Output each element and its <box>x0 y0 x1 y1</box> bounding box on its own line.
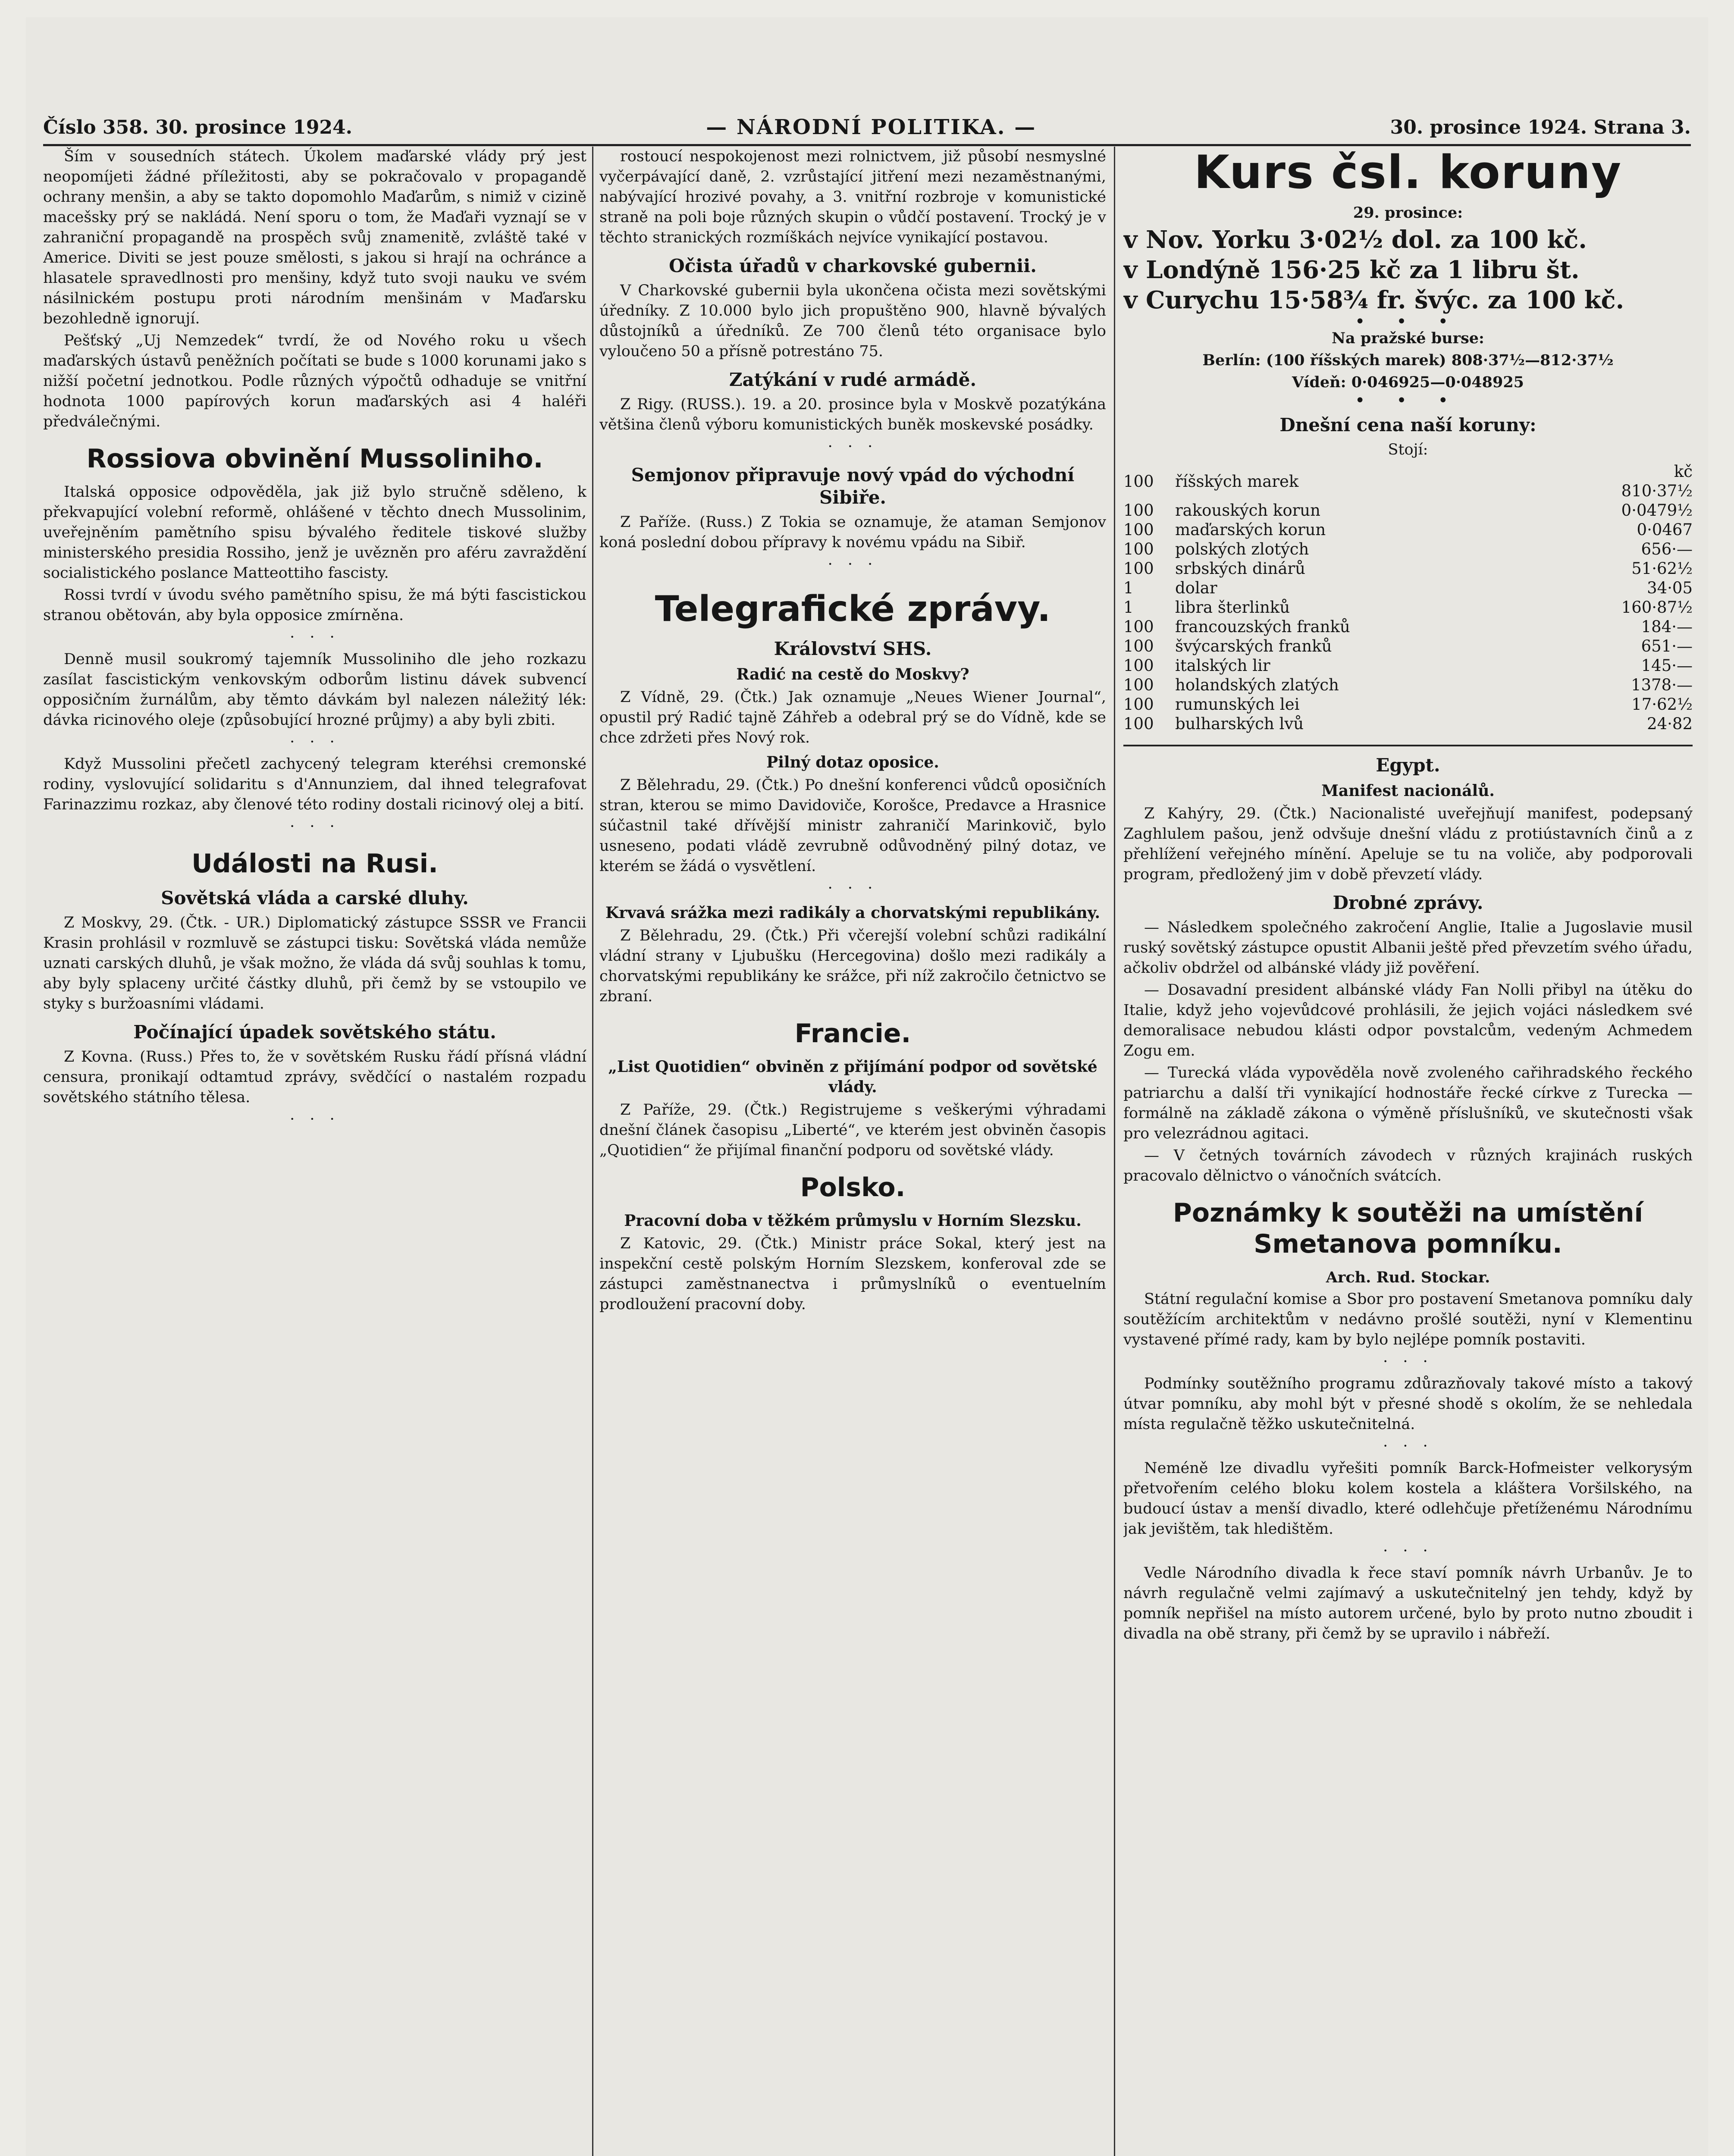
exchange-rate-headline: Kurs čsl. koruny <box>1194 147 1622 199</box>
currency-value: 0·0479½ <box>1621 501 1693 520</box>
currency-value: 184·— <box>1641 617 1693 636</box>
currency-value: kč 810·37½ <box>1621 462 1693 500</box>
truncation-marker: · · · <box>290 1111 340 1128</box>
paragraph: rostoucí nespokojenost mezi rolnictvem, již působí nesmyslné vyčerpávající daně, 2. vzrůstající jitření mezi nezaměstnanými, nabývající hrozivé povahy, a 3. vnitřní rozbroje v komunistické straně na poli boje různých skupin o vůdčí postavení. Trocký je v těchto stranických rozmíškách nejvíce vynikající postavou. <box>599 148 1106 246</box>
paragraph: Z Moskvy, 29. (Čtk. - UR.) Diplomatický zástupce SSSR ve Francii Krasin prohlásil v rozmluvě se zástupci tisku: Sovětská vláda nemůže uznati carských dluhů, je však možno, že vláda dá svůj souhlas k tomu, aby byly splaceny určité částky dluhů, při čemž by se vstoupilo ve styky s buržoasními vládami. <box>43 914 586 1012</box>
ornament: • • • <box>1355 312 1461 332</box>
column-1 <box>43 147 586 2156</box>
currency-row <box>1123 656 1693 675</box>
subheadline: „List Quotidien“ obviněn z přijímání podpor od sovětské vlády. <box>608 1058 1097 1096</box>
ornament: • • • <box>1355 391 1461 411</box>
rate-date: 29. prosince: <box>1353 204 1463 222</box>
currency-name: říšských marek <box>1175 472 1299 491</box>
paragraph: — Následkem společného zakročení Anglie, Italie a Jugoslavie musil ruský sovětský zástupce opustit Albanii ještě před převzetím svého úřadu, ačkoliv obdržel od albánské vlády již pověření. <box>1123 919 1693 977</box>
currency-name: francouzských franků <box>1175 617 1350 636</box>
truncation-marker: · · · <box>828 556 878 573</box>
rate-london: v Londýně 156·25 kč za 1 libru št. <box>1123 256 1580 284</box>
currency-row <box>1123 598 1693 617</box>
currency-amount: 100 <box>1123 676 1154 694</box>
currency-row <box>1123 501 1693 520</box>
headline: Poznámky k soutěži na umístění Smetanova pomníku. <box>1173 1198 1643 1259</box>
currency-row <box>1123 559 1693 578</box>
rate-new-york: v Nov. Yorku 3·02½ dol. za 100 kč. <box>1123 226 1587 254</box>
paragraph: Denně musil soukromý tajemník Mussoliniho dle jeho rozkazu zasílat fascistickým venkovským odborům listinu dávek subvencí opposičním žurnálům, aby těmto dávkám byl nalezen náležitý lék: dávka ricinového oleje (způsobující hrozné průjmy) a aby byli zbiti. <box>43 651 586 729</box>
paragraph: Italská opposice odpověděla, jak již bylo stručně sděleno, k překvapující volební reformě, ohlášené v těchto dnech Mussolinim, uveřejněním pamětního spisu bývalého ředitele tiskové služby ministerského presidia Rossiho, jenž je uvězněn pro aféru zavraždění socialistického poslance Matteottiho fascisty. <box>43 483 586 582</box>
truncation-marker: · · · <box>828 438 878 455</box>
currency-amount: 100 <box>1123 637 1154 655</box>
paragraph: Z Paříže. (Russ.) Z Tokia se oznamuje, že ataman Semjonov koná poslední dobou přípravy k novému vpádu na Sibiř. <box>599 514 1106 551</box>
currency-amount: 100 <box>1123 559 1154 578</box>
paragraph: Z Vídně, 29. (Čtk.) Jak oznamuje „Neues Wiener Journal“, opustil prý Radić tajně Záhřeb a odebral prý se do Vídně, kde se chce zdržeti přes Nový rok. <box>599 689 1106 746</box>
truncation-marker: · · · <box>828 880 878 897</box>
currency-amount: 100 <box>1123 540 1154 558</box>
currency-name: bulharských lvů <box>1175 714 1304 733</box>
paragraph: Vedle Národního divadla k řece staví pomník návrh Urbanův. Je to návrh regulačně velmi zajímavý a uskutečnitelný jen tehdy, když by pomník nepřišel na místo autorem určené, bylo by proto nutno zboudit i divadla na obě strany, při čemž by se upravilo i nábřeží. <box>1123 1564 1693 1642</box>
paragraph: — V četných továrních závodech v různých krajinách ruských pracovalo dělnictvo o vánočních svátcích. <box>1123 1147 1693 1185</box>
currency-row <box>1123 695 1693 714</box>
page-number: 30. prosince 1924. Strana 3. <box>1390 116 1691 138</box>
column-rule <box>1114 147 1115 2156</box>
paragraph: Z Paříže, 29. (Čtk.) Registrujeme s veškerými výhradami dnešní článek časopisu „Liberté“, ve kterém jest obviněn časopis „Quotidien“ že přijímal finanční podporu od sovětské vlády. <box>599 1101 1106 1159</box>
currency-row <box>1123 578 1693 598</box>
currency-name: rumunských lei <box>1175 695 1300 714</box>
divider <box>1123 745 1693 746</box>
paragraph: Z Kahýry, 29. (Čtk.) Nacionalisté uveřejňují manifest, podepsaný Zaghlulem pašou, jenž odvšuje dnešní vládu z protiústavních činů a z přehlížení veřejného mínění. Apeluje se tu na voliče, aby podporovali program, předložený jim v době převzetí vlády. <box>1123 805 1693 883</box>
currency-value: 17·62½ <box>1631 695 1693 714</box>
currency-amount: 1 <box>1123 579 1134 597</box>
currency-value: 34·05 <box>1647 579 1693 597</box>
currency-value: 160·87½ <box>1621 598 1693 617</box>
subheadline: Pracovní doba v těžkém průmyslu v Horním Slezsku. <box>624 1212 1082 1230</box>
currency-name: dolar <box>1175 579 1217 597</box>
paragraph: — Turecká vláda vypověděla nově zvoleného cařihradského řeckého patriarchu a další tři vynikající hodnostáře řecké církve z Turecka — formálně na základě zákona o výměně příslušníků, ve skutečnosti však pro velezrádnou agitaci. <box>1123 1064 1693 1142</box>
currency-row <box>1123 462 1693 501</box>
paragraph: Neméně lze divadlu vyřešiti pomník Barck-Hofmeister velkorysým přetvořením celého bloku kolem kostela a kláštera Voršilského, na budoucí ústav a menší divadlo, které odlehčuje přetíženému Národnímu jak jevištěm, tak hledištěm. <box>1123 1460 1693 1538</box>
subheadline: Očista úřadů v charkovské gubernii. <box>669 255 1037 276</box>
currency-name: polských zlotých <box>1175 540 1309 558</box>
paragraph: Podmínky soutěžního programu zdůrazňovaly takové místo a takový útvar pomníku, aby mohl být v přesné shodě s okolím, že se nehledala místa regulačně těžko uskutečnitelná. <box>1123 1375 1693 1433</box>
truncation-marker: · · · <box>1383 1438 1433 1455</box>
currency-table <box>1123 462 1693 733</box>
subheadline: Sovětská vláda a carské dluhy. <box>161 887 469 909</box>
currency-value: 1378·— <box>1631 676 1693 694</box>
truncation-marker: · · · <box>290 733 340 751</box>
truncation-marker: · · · <box>1383 1542 1433 1560</box>
paragraph: — Dosavadní president albánské vlády Fan Nolli přibyl na útěku do Italie, když jeho vojevůdcové prohlásili, že jejich vojáci následkem své demoralisace nebudou klásti odpor povstalcům, vedeným Achmedem Zogu em. <box>1123 981 1693 1059</box>
currency-name: libra šterlinků <box>1175 598 1290 617</box>
currency-table-heading: Dnešní cena naší koruny: <box>1279 414 1536 436</box>
paragraph: Když Mussolini přečetl zachycený telegram kteréhsi cremonské rodiny, vyslovující solidaritu s d'Annunziem, dal ihned telegrafovat Farinazzimu rozkaz, aby členové této rodiny dostali ricinový olej a bití. <box>43 755 586 813</box>
newspaper-page <box>26 17 1708 2156</box>
currency-amount: 100 <box>1123 472 1154 491</box>
currency-row <box>1123 520 1693 539</box>
subheadline: Krvavá srážka mezi radikály a chorvatskými republikány. <box>605 904 1100 922</box>
currency-name: švýcarských franků <box>1175 637 1332 655</box>
byline: Arch. Rud. Stockar. <box>1326 1269 1490 1286</box>
subheadline: Pilný dotaz oposice. <box>766 753 939 771</box>
currency-amount: 100 <box>1123 714 1154 733</box>
subheadline: Manifest nacionálů. <box>1321 782 1495 800</box>
section-heading: Drobné zprávy. <box>1333 892 1483 913</box>
paragraph: Z Bělehradu, 29. (Čtk.) Při včerejší volební schůzi radikální vládní strany v Ljubušku (Hercegovina) došlo mezi radikály a chorvatskými republikány ke srážce, při níž zakročilo četnictvo se zbraní. <box>599 927 1106 1005</box>
currency-amount: 100 <box>1123 695 1154 714</box>
currency-row <box>1123 714 1693 733</box>
currency-amount: 100 <box>1123 656 1154 675</box>
section-heading: Království SHS. <box>774 638 932 659</box>
currency-name: italských lir <box>1175 656 1270 675</box>
burse-vienna: Vídeň: 0·046925—0·048925 <box>1292 373 1524 391</box>
currency-name: srbských dinárů <box>1175 559 1305 578</box>
subheadline: Zatýkání v rudé armádě. <box>729 369 977 390</box>
currency-value: 0·0467 <box>1637 520 1693 539</box>
paragraph: Z Kovna. (Russ.) Přes to, že v sovětském Rusku řádí přísná vládní censura, pronikají odtamtud zprávy, svědčící o nastalém rozpadu sovětského státního tělesa. <box>43 1048 586 1106</box>
column-rule <box>592 147 593 2156</box>
currency-value: 656·— <box>1641 540 1693 558</box>
currency-amount: 100 <box>1123 617 1154 636</box>
burse-berlin: Berlín: (100 říšských marek) 808·37½—812·37½ <box>1202 351 1614 369</box>
paragraph: Ším v sousedních státech. Úkolem maďarské vlády prý jest neopomíjeti žádné příležitosti, aby se pokračovalo v propagandě ochrany menšin, a aby se takto dopomohlo Maďarům, s nimiž v cizině macešsky prý se nakládá. Není sporu o tom, že Maďaři vyznají se v zahraniční propagandě na prospěch svůj znamenitě, zvláště také v Americe. Diviti se jest pouze smělosti, s jakou si hrají na ochránce a hlasatele spravedlnosti pro menšiny, když tuto svoji nauku ve svém násilnickém postupu proti národním menšinám v Maďarsku bezohledně ignorují. <box>43 148 586 327</box>
rate-zurich: v Curychu 15·58¾ fr. švýc. za 100 kč. <box>1123 286 1624 314</box>
headline: Události na Rusi. <box>191 849 438 879</box>
currency-value: 145·— <box>1641 656 1693 675</box>
subheadline: Počínající úpadek sovětského státu. <box>133 1022 496 1043</box>
currency-name: holandských zlatých <box>1175 676 1339 694</box>
currency-amount: 1 <box>1123 598 1134 617</box>
currency-value: 24·82 <box>1647 714 1693 733</box>
currency-name: rakouských korun <box>1175 501 1320 520</box>
currency-value: 51·62½ <box>1631 559 1693 578</box>
subheadline: Radić na cestě do Moskvy? <box>736 665 969 683</box>
newspaper-title: — NÁRODNÍ POLITIKA. — <box>706 115 1037 139</box>
paragraph: V Charkovské gubernii byla ukončena očista mezi sovětskými úředníky. Z 10.000 bylo jich propuštěno 900, hlavně bývalých důstojníků a úředníků. Ze 700 členů této organisace bylo vyloučeno 50 a přísně potrestáno 75. <box>599 282 1106 360</box>
currency-amount: 100 <box>1123 501 1154 520</box>
headline: Telegrafické zprávy. <box>655 589 1051 630</box>
headline: Rossiova obvinění Mussoliniho. <box>86 444 543 474</box>
burse-heading: Na pražské burse: <box>1332 329 1484 347</box>
subheadline: Semjonov připravuje nový vpád do východní Sibiře. <box>631 464 1075 508</box>
section-heading: Egypt. <box>1376 755 1440 776</box>
issue-number: Číslo 358. 30. prosince 1924. <box>43 116 352 138</box>
paragraph: Rossi tvrdí v úvodu svého pamětního spisu, že má býti fascistickou stranou obětován, aby byla opposice zmírněna. <box>43 586 586 624</box>
paragraph: Státní regulační komise a Sbor pro postavení Smetanova pomníku daly soutěžícím architektům v nedávno prošlé soutěži, nyní v Klementinu vystavené přímé rady, kam by bylo nejlépe pomník postaviti. <box>1123 1291 1693 1348</box>
column-2 <box>599 147 1106 2156</box>
truncation-marker: · · · <box>290 818 340 835</box>
currency-name: maďarských korun <box>1175 520 1326 539</box>
section-heading: Polsko. <box>800 1172 906 1203</box>
currency-table-subheading: Stojí: <box>1388 441 1428 458</box>
section-heading: Francie. <box>794 1018 911 1049</box>
currency-row <box>1123 539 1693 559</box>
masthead <box>43 116 1691 146</box>
paragraph: Pešťský „Uj Nemzedek“ tvrdí, že od Nového roku u všech maďarských ústavů peněžních počítati se bude s 1000 korunami jako s nižší početní jednotkou. Podle různých výpočtů odhaduje se vnitřní hodnota 1000 papírových korun maďarských asi 4 haléři předválečnými. <box>43 332 586 430</box>
paragraph: Z Bělehradu, 29. (Čtk.) Po dnešní konferenci vůdců oposičních stran, kterou se mimo Davidoviče, Korošce, Predavce a Hrasnice súčastnil také dřívější ministr zahraničí Marinkovič, bylo usneseno, podati vládě zevrubně odůvodněný pilný dotaz, ve kterém se žádá o vysvětlení. <box>599 777 1106 875</box>
column-3 <box>1123 147 1693 2156</box>
currency-row <box>1123 636 1693 656</box>
truncation-marker: · · · <box>290 629 340 646</box>
currency-value: 651·— <box>1641 637 1693 655</box>
currency-row <box>1123 617 1693 636</box>
paragraph: Z Katovic, 29. (Čtk.) Ministr práce Sokal, který jest na inspekční cestě polským Horním Slezskem, konferoval zde se zástupci zaměstnanectva i průmyslníků o eventuelním prodloužení pracovní doby. <box>599 1235 1106 1313</box>
truncation-marker: · · · <box>1383 1353 1433 1370</box>
currency-row <box>1123 675 1693 695</box>
paragraph: Z Rigy. (RUSS.). 19. a 20. prosince byla v Moskvě pozatýkána většina členů výboru komunistických buněk moskevské posádky. <box>599 396 1106 433</box>
currency-amount: 100 <box>1123 520 1154 539</box>
